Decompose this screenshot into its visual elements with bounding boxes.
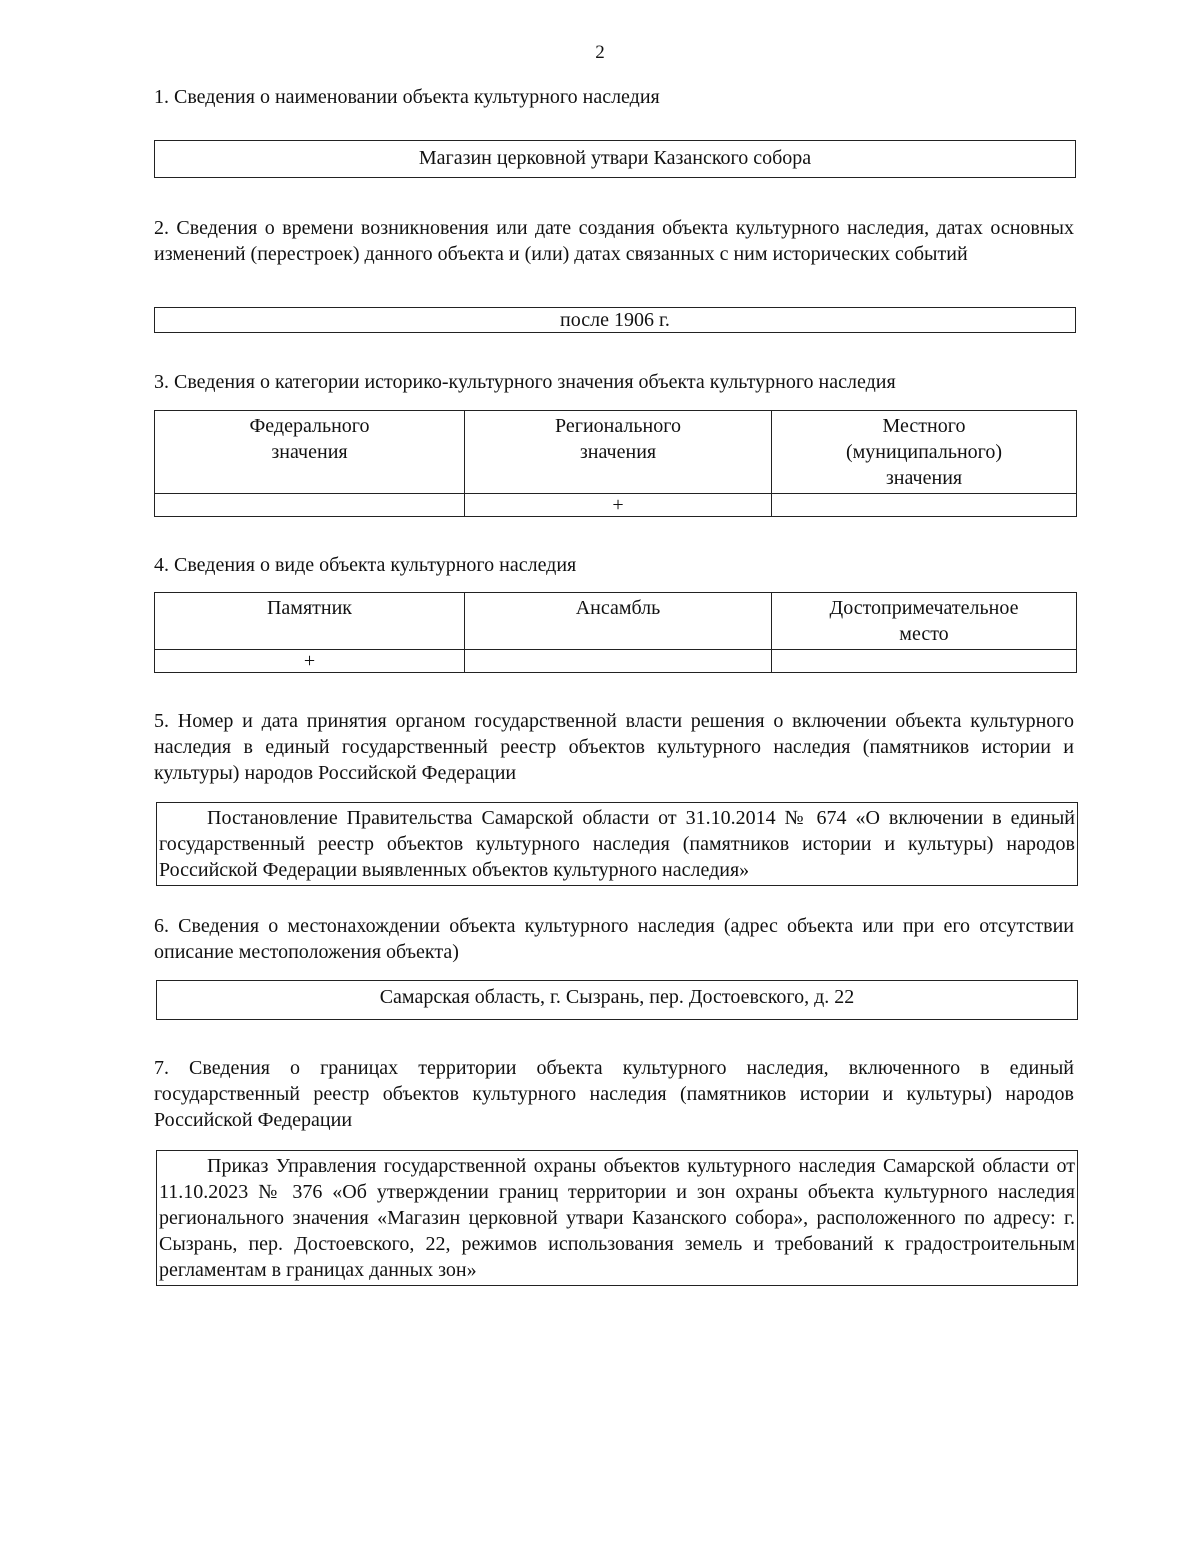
section-4-title: 4. Сведения о виде объекта культурного наследия	[154, 554, 577, 576]
section-3-table	[154, 410, 1077, 517]
category-local-mark	[772, 494, 1077, 517]
section-1-value: Магазин церковной утвари Казанского собора	[154, 140, 1076, 178]
category-local-header: Местного (муниципального) значения	[772, 411, 1077, 494]
section-1-title: 1. Сведения о наименовании объекта культурного наследия	[154, 86, 660, 108]
section-4-table	[154, 592, 1077, 673]
section-7-title: 7. Сведения о границах территории объекта культурного наследия, включенного в единый государственный реестр объектов культурного наследия (памятников истории и культуры) народов Российской Федерации	[154, 1057, 1074, 1131]
category-regional-header: Регионального значения	[465, 411, 772, 494]
section-6-value: Самарская область, г. Сызрань, пер. Достоевского, д. 22	[156, 980, 1078, 1020]
type-monument-mark: +	[155, 650, 465, 673]
category-regional-mark: +	[465, 494, 772, 517]
section-5-title: 5. Номер и дата принятия органом государственной власти решения о включении объекта культурного наследия в единый государственный реестр объектов культурного наследия (памятников истории и культуры) народов Российской Федерации	[154, 710, 1074, 784]
section-7-value: Приказ Управления государственной охраны объектов культурного наследия Самарской области от 11.10.2023 № 376 «Об утверждении границ территории и зон охраны объекта культурного наследия регионального значения «Магазин церковной утвари Казанского собора», расположенного по адресу: г. Сызрань, пер. Достоевского, 22, режимов использования земель и требований к градостроительным регламентам в границах данных зон»	[156, 1150, 1078, 1286]
section-2-value: после 1906 г.	[154, 307, 1076, 333]
category-federal-mark	[155, 494, 465, 517]
type-ensemble-mark	[465, 650, 772, 673]
section-5-value: Постановление Правительства Самарской области от 31.10.2014 № 674 «О включении в единый государственный реестр объектов культурного наследия (памятников истории и культуры) народов Российской Федерации выявленных объектов культурного наследия»	[156, 802, 1078, 886]
page-number: 2	[595, 42, 605, 63]
type-landmark-header: Достопримечательное место	[772, 593, 1077, 650]
section-6-title: 6. Сведения о местонахождении объекта культурного наследия (адрес объекта или при его отсутствии описание местоположения объекта)	[154, 915, 1074, 963]
type-landmark-mark	[772, 650, 1077, 673]
category-federal-header: Федерального значения	[155, 411, 465, 494]
section-2-title: 2. Сведения о времени возникновения или дате создания объекта культурного наследия, датах основных изменений (перестроек) данного объекта и (или) датах связанных с ним исторических событий	[154, 217, 1074, 265]
section-3-title: 3. Сведения о категории историко-культурного значения объекта культурного наследия	[154, 371, 896, 393]
type-ensemble-header: Ансамбль	[465, 593, 772, 650]
type-monument-header: Памятник	[155, 593, 465, 650]
